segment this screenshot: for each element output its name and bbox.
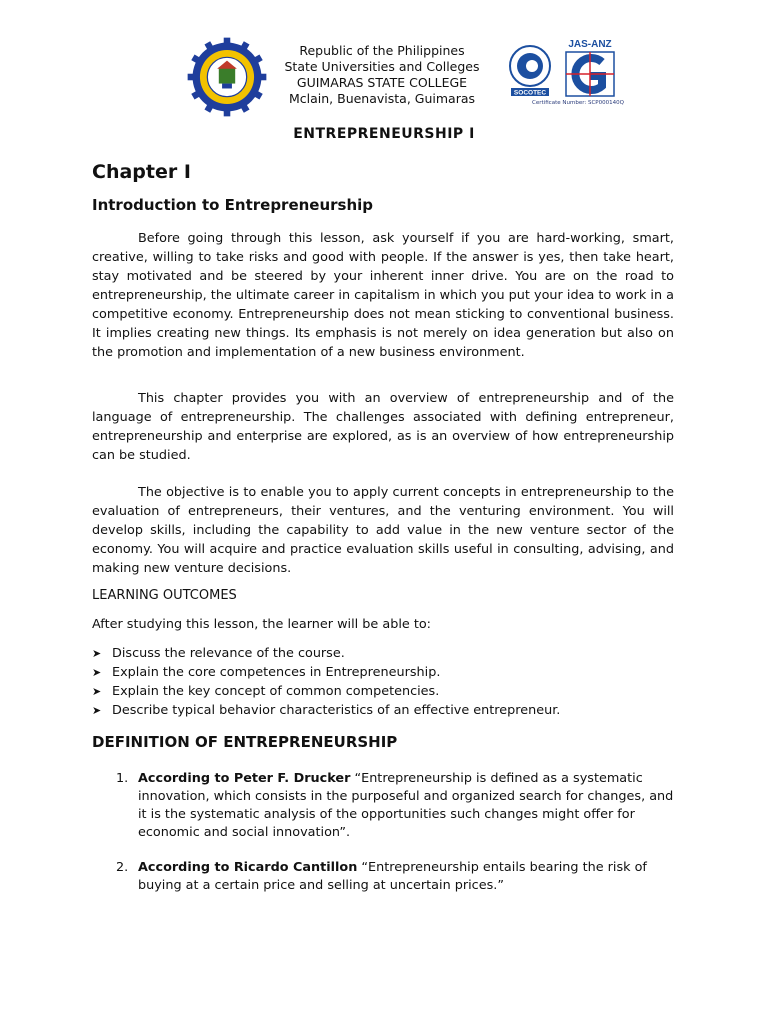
list-item	[92, 644, 560, 663]
header-line: State Universities and Colleges	[284, 59, 480, 74]
list-item	[92, 701, 560, 720]
chapter-heading: Chapter I	[92, 161, 191, 183]
list-item	[92, 682, 560, 701]
overview-paragraph: This chapter provides you with an overview of entrepreneurship and of the language of entrepreneurship. The challenges associated with defining entrepreneur, entrepreneurship and enterprise are explored, as is an overview of how entrepreneurship can be studied.	[92, 391, 674, 463]
jas-anz-label: JAS-ANZ	[568, 39, 612, 50]
certificate-number: Certificate Number: SCP000140Q	[532, 100, 624, 106]
header-line: GUIMARAS STATE COLLEGE	[296, 75, 468, 90]
objective-paragraph: The objective is to enable you to apply current concepts in entrepreneurship to the evaluation of entrepreneurs, their ventures, and the venturing environment. You will develop skills, including the capability to add value in the new venture sector of the economy. You will acquire and practice evaluation skills useful in consulting, advising, and making new venture decisions.	[92, 485, 674, 576]
arrow-bullet-icon: ➤	[92, 647, 102, 660]
college-seal-logo	[186, 36, 268, 118]
document-title: ENTREPRENEURSHIP I	[293, 126, 475, 142]
intro-paragraph: Before going through this lesson, ask yourself if you are hard-working, smart, creative, willing to take risks and good with people. If the answer is yes, then take heart, stay motivated and be steered by your inherent inner drive. You are on the road to entrepreneurship, the ultimate career in capitalism in which you put your idea to work in a competitive economy. Entrepreneurship does not mean sticking to conventional business. It implies creating new things. Its emphasis is not merely on idea generation but also on the promotion and implementation of a new business environment.	[92, 231, 674, 360]
definition-quote: “Entrepreneurship entails bearing the risk of buying at a certain price and selling at uncertain prices.”	[138, 860, 647, 893]
definition-quote: “Entrepreneurship is defined as a systematic innovation, which consists in the purposeful and organized search for changes, and it is the systematic analysis of the opportunities such changes might offer for economic and social innovation”.	[138, 771, 674, 840]
list-item	[92, 663, 560, 682]
header-line: Mclain, Buenavista, Guimaras	[288, 91, 476, 106]
arrow-bullet-icon: ➤	[92, 685, 102, 698]
definition-item	[116, 859, 676, 895]
arrow-bullet-icon: ➤	[92, 666, 102, 679]
institution-header	[272, 43, 492, 107]
section-heading: Introduction to Entrepreneurship	[92, 196, 374, 214]
learning-outcomes-list	[92, 644, 560, 720]
definition-number: 1.	[116, 771, 129, 786]
outcome-text: Explain the core competences in Entrepreneurship.	[112, 665, 441, 680]
outcome-text: Describe typical behavior characteristics of an effective entrepreneur.	[112, 703, 561, 718]
learning-outcomes-heading: LEARNING OUTCOMES	[92, 588, 237, 603]
definition-heading: DEFINITION OF ENTREPRENEURSHIP	[92, 733, 398, 751]
header-line: Republic of the Philippines	[299, 43, 465, 58]
outcome-text: Discuss the relevance of the course.	[112, 646, 345, 661]
definition-number: 2.	[116, 860, 129, 875]
definition-item	[116, 770, 676, 842]
definition-source: According to Ricardo Cantillon	[138, 860, 358, 875]
socotec-label: SOCOTEC	[513, 89, 547, 97]
definition-source: According to Peter F. Drucker	[138, 771, 351, 786]
arrow-bullet-icon: ➤	[92, 704, 102, 717]
outcome-text: Explain the key concept of common competencies.	[112, 684, 440, 699]
learning-outcomes-intro: After studying this lesson, the learner will be able to:	[92, 617, 431, 632]
